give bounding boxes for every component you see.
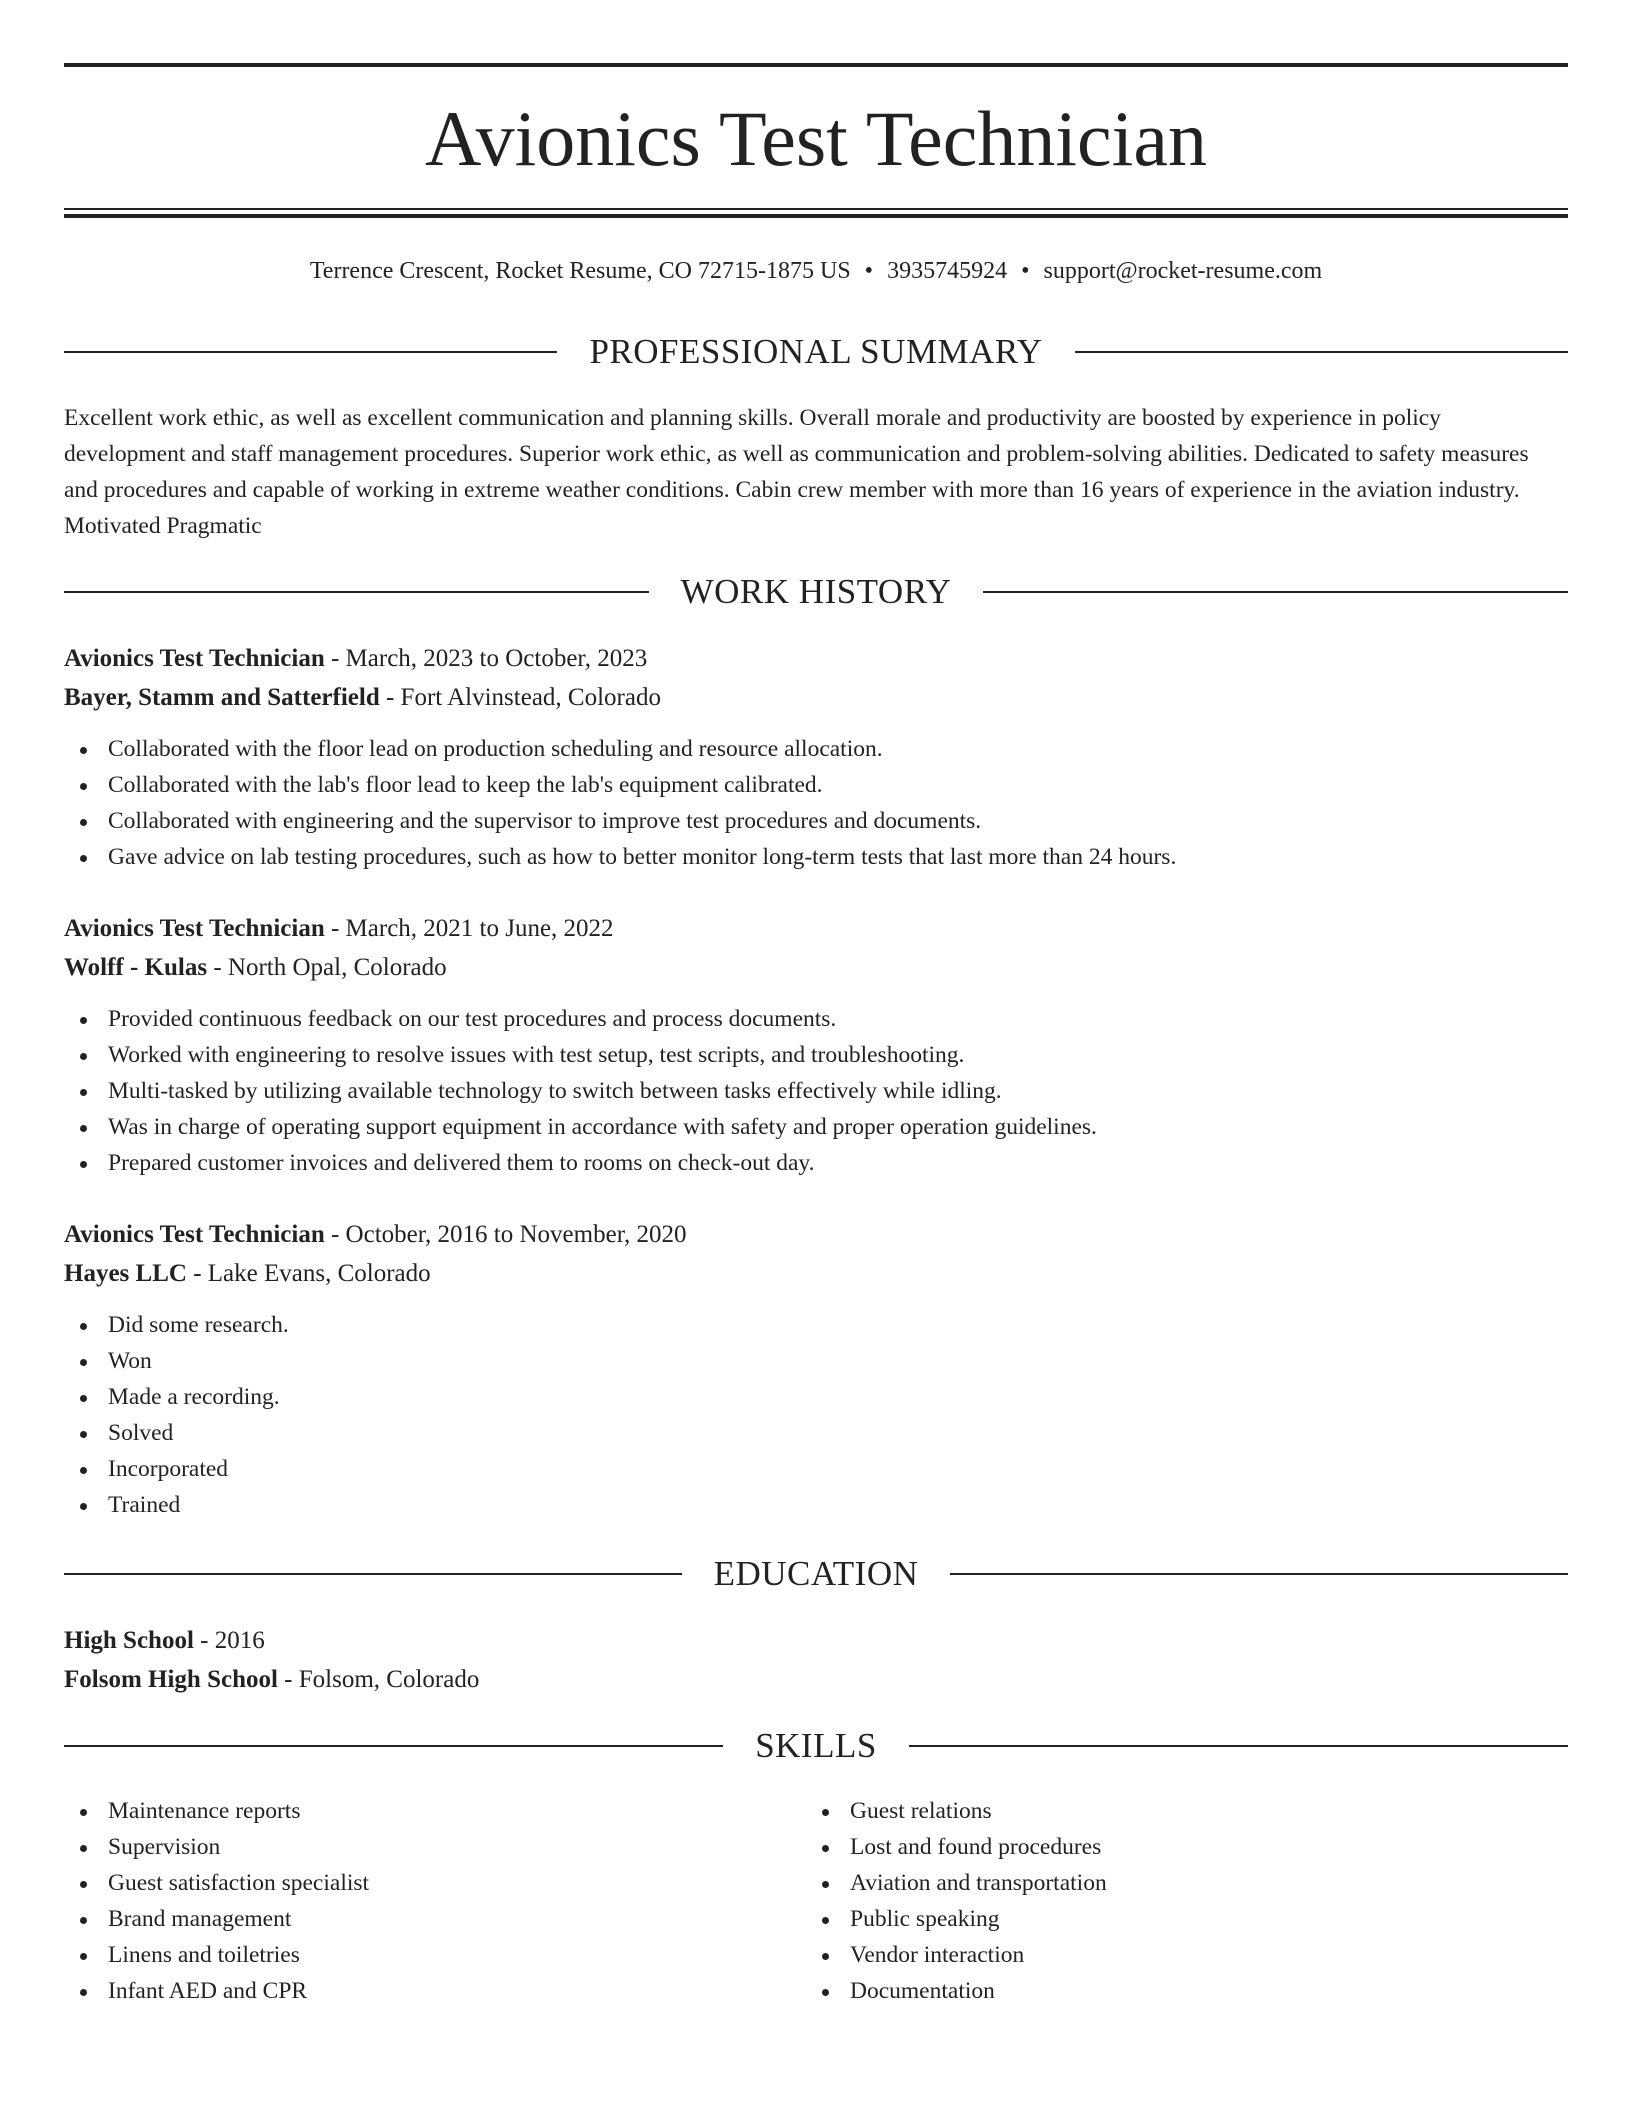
job-bullets	[64, 731, 1568, 875]
job-company-line	[64, 683, 1568, 713]
section-rule-right	[983, 591, 1568, 593]
job-location: - Lake Evans, Colorado	[186, 1260, 431, 1287]
section-rule-right	[909, 1745, 1568, 1747]
job-title: Avionics Test Technician	[64, 915, 325, 942]
job-dates: - October, 2016 to November, 2020	[324, 1221, 687, 1248]
contact-separator: •	[1021, 258, 1030, 284]
education-school: Folsom High School	[64, 1666, 278, 1693]
contact-address: Terrence Crescent, Rocket Resume, CO 72715-1875 US	[309, 258, 851, 284]
contact-separator: •	[864, 258, 874, 284]
skill-item: Maintenance reports	[64, 1793, 764, 1829]
job-location: - Fort Alvinstead, Colorado	[379, 684, 661, 711]
section-header-skills	[64, 1726, 1568, 1766]
job-dates: - March, 2021 to June, 2022	[324, 915, 614, 942]
skill-item: Linens and toiletries	[64, 1937, 764, 1973]
job-title-line	[64, 914, 1568, 944]
job-title-line	[64, 644, 1568, 674]
skills-column-left	[64, 1793, 764, 2009]
job-entry	[64, 644, 1568, 875]
header-bottom-rule-thick	[64, 214, 1568, 218]
section-title-education: EDUCATION	[713, 1554, 919, 1593]
skill-item: Aviation and transportation	[806, 1865, 1506, 1901]
job-location: - North Opal, Colorado	[207, 954, 447, 981]
job-company: Bayer, Stamm and Satterfield	[64, 684, 380, 711]
list-item: Solved	[64, 1415, 1568, 1451]
section-rule-right	[950, 1573, 1568, 1575]
job-entry	[64, 1220, 1568, 1523]
education-entry	[64, 1626, 1568, 1695]
contact-phone: 3935745924	[887, 258, 1008, 284]
education-degree: High School	[64, 1627, 194, 1654]
section-title-skills: SKILLS	[755, 1726, 877, 1765]
job-title: Avionics Test Technician	[64, 645, 325, 672]
skill-item: Guest satisfaction specialist	[64, 1865, 764, 1901]
list-item: Provided continuous feedback on our test procedures and process documents.	[64, 1001, 1568, 1037]
skill-item: Vendor interaction	[806, 1937, 1506, 1973]
education-location: - Folsom, Colorado	[277, 1666, 480, 1693]
section-title-work: WORK HISTORY	[680, 572, 952, 611]
section-rule-left	[64, 1573, 682, 1575]
section-rule-left	[64, 591, 649, 593]
header-bottom-rule-thin	[64, 208, 1568, 210]
list-item: Made a recording.	[64, 1379, 1568, 1415]
job-bullets	[64, 1307, 1568, 1523]
job-company-line	[64, 953, 1568, 983]
job-entry	[64, 914, 1568, 1181]
job-dates: - March, 2023 to October, 2023	[324, 645, 648, 672]
skills-list	[806, 1793, 1506, 2009]
contact-line	[64, 256, 1568, 286]
list-item: Was in charge of operating support equipment in accordance with safety and proper operation guidelines.	[64, 1109, 1568, 1145]
skill-item: Public speaking	[806, 1901, 1506, 1937]
list-item: Collaborated with engineering and the supervisor to improve test procedures and documents.	[64, 803, 1568, 839]
skill-item: Infant AED and CPR	[64, 1973, 764, 2009]
section-rule-left	[64, 1745, 723, 1747]
section-header-education	[64, 1554, 1568, 1594]
list-item: Collaborated with the lab's floor lead to keep the lab's equipment calibrated.	[64, 767, 1568, 803]
job-company-line	[64, 1259, 1568, 1289]
job-company: Wolff - Kulas	[64, 954, 208, 981]
summary-text: Excellent work ethic, as well as excellent communication and planning skills. Overall morale and productivity are boosted by experience in policy development and staff management procedures. Superior work ethic, as well as communication and problem-solving abilities. Dedicated to safety measures and procedures and capable of working in extreme weather conditions. Cabin crew member with more than 16 years of experience in the aviation industry. Motivated Pragmatic	[64, 405, 1529, 539]
section-rule-right	[1075, 351, 1568, 353]
skills-list	[64, 1793, 764, 2009]
candidate-name: Avionics Test Technician	[425, 95, 1207, 182]
section-rule-left	[64, 351, 557, 353]
skill-item: Guest relations	[806, 1793, 1506, 1829]
skill-item: Supervision	[64, 1829, 764, 1865]
section-header-summary	[64, 332, 1568, 372]
list-item: Gave advice on lab testing procedures, such as how to better monitor long-term tests that last more than 24 hours.	[64, 839, 1568, 875]
skill-item: Lost and found procedures	[806, 1829, 1506, 1865]
section-header-work	[64, 572, 1568, 612]
education-school-line	[64, 1665, 1568, 1695]
list-item: Trained	[64, 1487, 1568, 1523]
list-item: Collaborated with the floor lead on production scheduling and resource allocation.	[64, 731, 1568, 767]
section-title-summary: PROFESSIONAL SUMMARY	[589, 332, 1043, 371]
list-item: Worked with engineering to resolve issues with test setup, test scripts, and troubleshooting.	[64, 1037, 1568, 1073]
skill-item: Brand management	[64, 1901, 764, 1937]
header-top-rule	[64, 63, 1568, 67]
job-company: Hayes LLC	[64, 1260, 187, 1287]
list-item: Prepared customer invoices and delivered them to rooms on check-out day.	[64, 1145, 1568, 1181]
education-year: - 2016	[193, 1627, 265, 1654]
list-item: Won	[64, 1343, 1568, 1379]
job-bullets	[64, 1001, 1568, 1181]
list-item: Did some research.	[64, 1307, 1568, 1343]
contact-email[interactable]: support@rocket-resume.com	[1043, 258, 1323, 284]
job-title: Avionics Test Technician	[64, 1221, 325, 1248]
skill-item: Documentation	[806, 1973, 1506, 2009]
skills-column-right	[806, 1793, 1506, 2009]
list-item: Multi-tasked by utilizing available technology to switch between tasks effectively while idling.	[64, 1073, 1568, 1109]
list-item: Incorporated	[64, 1451, 1568, 1487]
job-title-line	[64, 1220, 1568, 1250]
education-degree-line	[64, 1626, 1568, 1656]
